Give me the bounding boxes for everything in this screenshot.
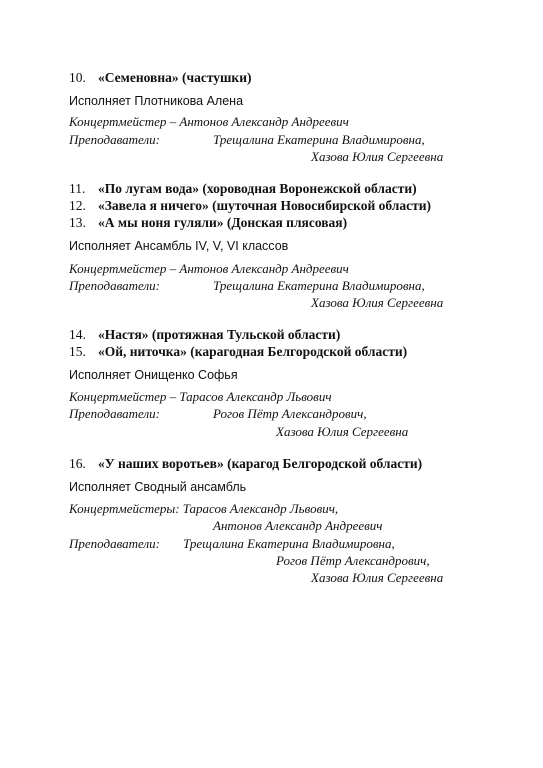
teacher-name: Трещалина Екатерина Владимировна, — [183, 536, 395, 551]
teachers-label: Преподаватели: — [69, 536, 160, 551]
performer-label: Исполняет — [69, 480, 131, 494]
song-description: (хороводная Воронежской области) — [202, 181, 417, 196]
program-item-14 — [69, 327, 340, 343]
song-description: (карагод Белгородской области) — [227, 456, 423, 471]
song-title: «А мы ноня гуляли» — [98, 215, 224, 230]
program-item-11 — [69, 181, 417, 197]
song-title: «Настя» — [98, 327, 149, 342]
program-item-15 — [69, 344, 407, 360]
teacher-name: Рогов Пётр Александрович, — [276, 553, 430, 568]
accompanist-name: Антонов Александр Андреевич — [213, 518, 383, 533]
accompanists-line: Концертмейстеры: Тарасов Александр Львович, — [69, 501, 339, 516]
song-description: (шуточная Новосибирской области) — [212, 198, 431, 213]
song-title: «По лугам вода» — [98, 181, 200, 196]
item-number: 16. — [69, 456, 86, 471]
item-number: 11. — [69, 181, 86, 196]
performer-line — [69, 93, 243, 109]
performer-name: Ансамбль IV, V, VI классов — [134, 239, 289, 253]
teacher-name: Хазова Юлия Сергеевна — [276, 424, 409, 439]
program-item-13 — [69, 215, 347, 231]
performer-name: Сводный ансамбль — [134, 480, 247, 494]
performer-line — [69, 367, 238, 383]
teachers-label: Преподаватели: — [69, 406, 160, 421]
teachers-label: Преподаватели: — [69, 278, 160, 293]
accompanist-line: Концертмейстер – Тарасов Александр Львович — [69, 389, 332, 404]
performer-line — [69, 479, 246, 495]
accompanist-line: Концертмейстер – Антонов Александр Андреевич — [69, 261, 349, 276]
performer-line — [69, 238, 288, 254]
item-number: 14. — [69, 327, 86, 342]
song-description: (частушки) — [181, 70, 252, 85]
performer-label: Исполняет — [69, 368, 131, 382]
performer-label: Исполняет — [69, 239, 131, 253]
song-title: «Семеновна» — [98, 70, 179, 85]
performer-name: Онищенко Софья — [134, 368, 238, 382]
song-description: (протяжная Тульской области) — [151, 327, 341, 342]
item-number: 10. — [69, 70, 86, 85]
item-number: 15. — [69, 344, 86, 359]
teacher-name: Рогов Пётр Александрович, — [213, 406, 367, 421]
song-title: «У наших воротьев» — [98, 456, 224, 471]
performer-name: Плотникова Алена — [134, 94, 244, 108]
teacher-name: Трещалина Екатерина Владимировна, — [213, 132, 425, 147]
teacher-name: Хазова Юлия Сергеевна — [311, 295, 444, 310]
song-title: «Ой, ниточка» — [98, 344, 187, 359]
accompanist-line: Концертмейстер – Антонов Александр Андреевич — [69, 114, 349, 129]
song-description: (карагодная Белгородской области) — [190, 344, 408, 359]
item-number: 12. — [69, 198, 86, 213]
performer-label: Исполняет — [69, 94, 131, 108]
teacher-name: Хазова Юлия Сергеевна — [311, 570, 444, 585]
song-description: (Донская плясовая) — [226, 215, 348, 230]
song-title: «Завела я ничего» — [98, 198, 209, 213]
program-item-12 — [69, 198, 431, 214]
teacher-name: Трещалина Екатерина Владимировна, — [213, 278, 425, 293]
program-item-16 — [69, 456, 422, 472]
teacher-name: Хазова Юлия Сергеевна — [311, 149, 444, 164]
program-item-10 — [69, 70, 252, 86]
teachers-label: Преподаватели: — [69, 132, 160, 147]
item-number: 13. — [69, 215, 86, 230]
